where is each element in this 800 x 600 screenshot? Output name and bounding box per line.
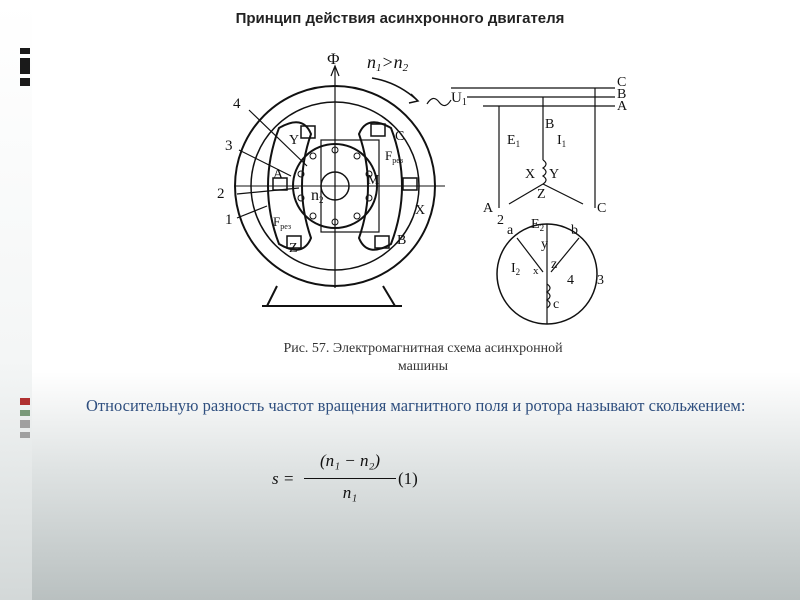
left-decor-band: [0, 0, 32, 600]
label-u1: U: [451, 90, 462, 106]
decor-stripe: [20, 420, 30, 428]
label-e1-sub: 1: [515, 139, 521, 149]
label-wind-y: Y: [549, 167, 560, 182]
formula-numerator: (n₁ − n₂): [319, 451, 381, 470]
label-stator-z: Z: [289, 241, 298, 256]
decor-stripe: [20, 432, 30, 438]
figure-caption: [228, 340, 618, 376]
label-n1: n: [367, 52, 376, 72]
label-wind-x: X: [525, 167, 536, 182]
motor-base: [267, 286, 395, 306]
svg-text:E1: [507, 133, 520, 149]
svg-text:U1: [451, 90, 467, 108]
svg-text:n1>n2: [367, 52, 409, 74]
label-rot-num4: 4: [567, 273, 574, 288]
decor-stripe: [20, 78, 30, 86]
slide-title: Принцип действия асинхронного двигателя: [235, 10, 565, 27]
label-line-c: C: [617, 75, 627, 90]
label-wind-c: C: [597, 201, 607, 216]
svg-text:E2: [531, 217, 544, 233]
label-n2: n: [393, 52, 403, 72]
label-n1-sub: 1: [376, 62, 382, 74]
label-rotor-n2-sub: 2: [319, 195, 324, 205]
svg-text:Fрез: [273, 214, 291, 231]
decor-stripe: [20, 410, 30, 416]
formula-lhs: s =: [272, 469, 295, 488]
caption-line-1: Рис. 57. Электромагнитная схема асинхронной: [283, 341, 563, 356]
label-stator-c: C: [395, 129, 405, 144]
label-e2: E: [531, 217, 540, 232]
label-phi: Ф: [327, 51, 340, 68]
label-num-4: 4: [233, 96, 241, 112]
caption-line-2: машины: [397, 359, 449, 374]
label-fres-bottom-sub: рез: [280, 222, 292, 231]
formula-number: (1): [398, 469, 418, 488]
label-stator-b: B: [397, 233, 407, 248]
label-num-2: 2: [217, 186, 225, 202]
label-n2-sub: 2: [402, 62, 409, 74]
body-paragraph: Относительную разность частот вращения магнитного поля и ротора называют скольжением:: [86, 396, 746, 415]
label-torque-m: M: [367, 173, 380, 188]
formula-fraction-bar: [304, 478, 396, 479]
label-e1: E: [507, 133, 516, 148]
label-num-1: 1: [225, 212, 233, 228]
motor-diagram: [207, 48, 632, 330]
label-rot-num3: 3: [597, 273, 604, 288]
label-stator-a: A: [273, 167, 284, 182]
label-rot-b: b: [571, 223, 578, 238]
label-rot-c: c: [553, 297, 560, 312]
label-rot-x: x: [533, 265, 539, 277]
label-i2-sub: 2: [515, 267, 521, 277]
label-wind-a: A: [483, 201, 494, 216]
label-fres-bottom: F: [273, 214, 281, 229]
decor-stripe: [20, 48, 30, 54]
svg-text:I2: [511, 261, 520, 277]
slip-formula: [268, 447, 438, 517]
label-e2-sub: 2: [539, 223, 545, 233]
formula-denominator: n₁: [342, 483, 358, 502]
label-u1-sub: 1: [461, 97, 467, 108]
label-rot-a: a: [507, 223, 514, 238]
label-line-a: A: [617, 99, 628, 114]
label-rotor-n2: n: [311, 187, 319, 204]
label-wind-num2: 2: [497, 213, 504, 228]
label-stator-x: X: [415, 203, 426, 218]
label-rot-y: y: [541, 237, 548, 252]
label-rot-z: z: [551, 257, 558, 272]
label-wind-z: Z: [537, 187, 546, 202]
label-fres-top: F: [385, 148, 393, 163]
label-i2: I: [511, 261, 516, 276]
label-fres-top-sub: рез: [392, 156, 404, 165]
label-gt: >: [381, 52, 394, 72]
label-wind-b: B: [545, 117, 555, 132]
label-i1: I: [557, 133, 562, 148]
label-num-3: 3: [225, 138, 233, 154]
decor-stripe: [20, 398, 30, 405]
label-i1-sub: 1: [561, 139, 567, 149]
svg-text:I1: [557, 133, 566, 149]
label-line-b: B: [617, 87, 627, 102]
label-stator-y: Y: [289, 133, 300, 148]
decor-stripe: [20, 58, 30, 74]
svg-text:Fрез: [385, 148, 403, 165]
